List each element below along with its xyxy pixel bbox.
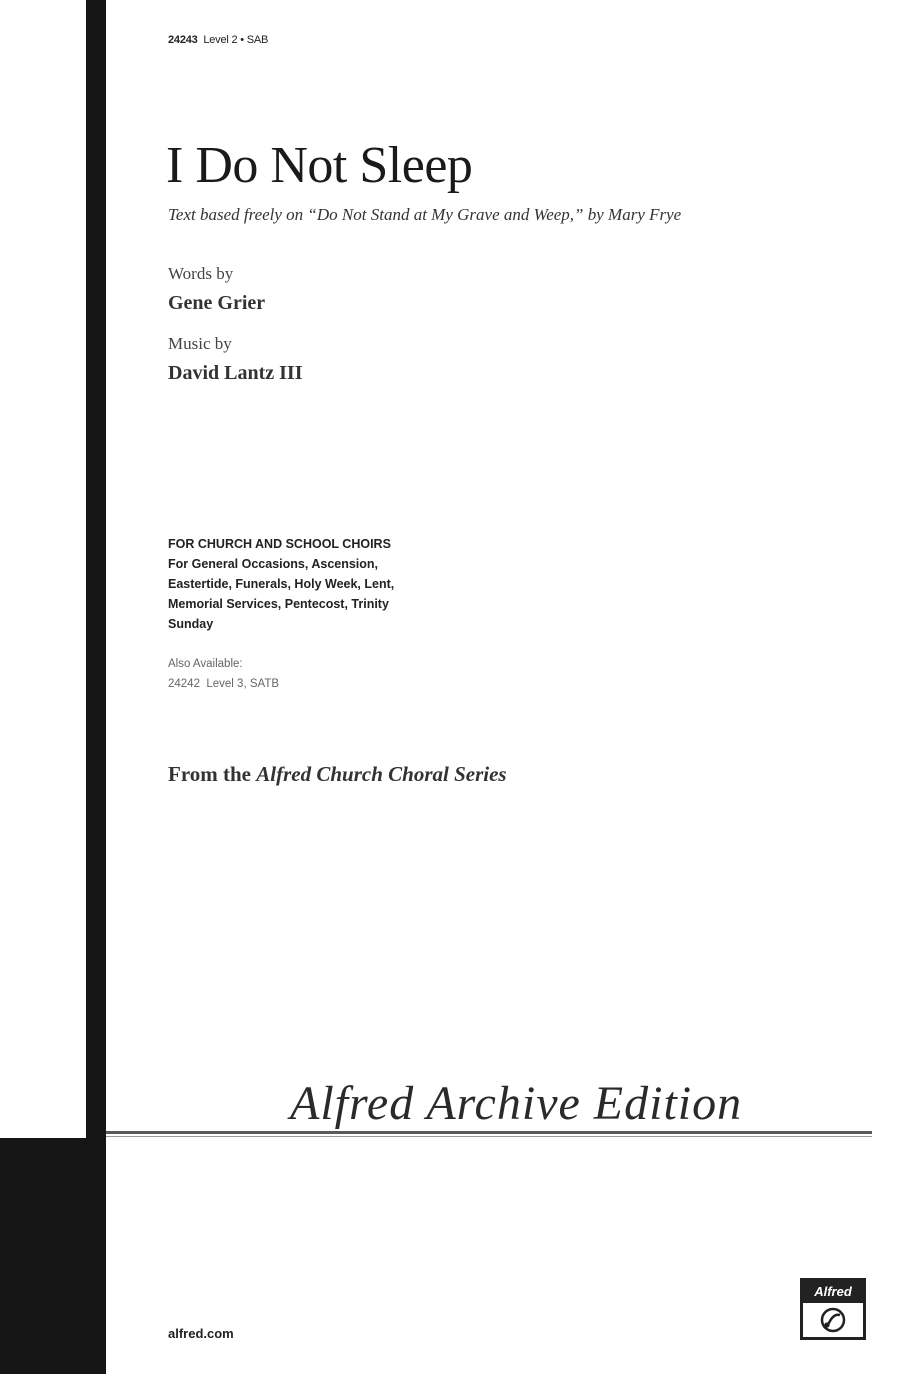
archive-rule xyxy=(106,1131,872,1134)
occasions-line: Eastertide, Funerals, Holy Week, Lent, xyxy=(168,577,395,591)
occasions-line: Sunday xyxy=(168,617,214,631)
series-line xyxy=(168,762,507,787)
catalog-number: 24243 xyxy=(168,34,198,46)
occasions-line: Memorial Services, Pentecost, Trinity xyxy=(168,597,389,611)
also-available-item: 24242 Level 3, SATB xyxy=(168,678,280,690)
archive-rule-thin xyxy=(106,1136,872,1137)
subtitle: Text based freely on “Do Not Stand at My Grave and Weep,” by Mary Frye xyxy=(168,205,682,224)
publisher-url: alfred.com xyxy=(168,1326,234,1341)
catalog-line xyxy=(168,34,268,46)
archive-edition-logo: Alfred Archive Edition xyxy=(290,1077,743,1130)
occasions-line: For General Occasions, Ascension, xyxy=(168,557,379,571)
music-composer: David Lantz III xyxy=(168,362,303,384)
publisher-logo-text: Alfred xyxy=(803,1281,863,1303)
publisher-logo xyxy=(800,1278,866,1340)
words-label: Words by xyxy=(168,264,234,283)
occasions-heading: FOR CHURCH AND SCHOOL CHOIRS xyxy=(168,537,391,551)
also-available-block xyxy=(168,654,279,694)
series-name: Alfred Church Choral Series xyxy=(256,762,507,786)
page-title: I Do Not Sleep xyxy=(166,137,473,194)
words-author: Gene Grier xyxy=(168,292,266,314)
bottom-left-black-block xyxy=(0,1138,106,1374)
also-available-label: Also Available: xyxy=(168,658,243,670)
music-note-icon xyxy=(816,1307,850,1333)
occasions-block xyxy=(168,534,458,634)
series-prefix: From the xyxy=(168,762,257,786)
left-black-bar xyxy=(86,0,106,1138)
level-voicing: Level 2 • SAB xyxy=(203,34,269,46)
music-label: Music by xyxy=(168,334,232,353)
